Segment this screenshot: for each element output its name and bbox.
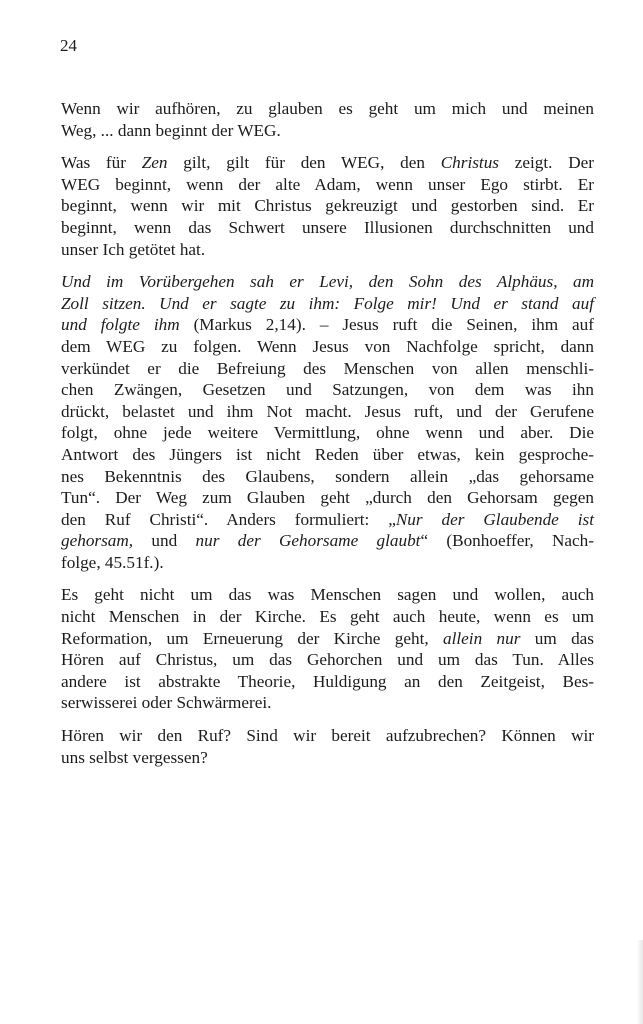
text-line bbox=[61, 336, 594, 358]
text-line bbox=[61, 217, 594, 239]
text-segment: nes Bekenntnis des Glaubens, sondern allein „das gehorsame bbox=[61, 466, 594, 486]
text-line bbox=[61, 293, 594, 315]
paragraph bbox=[61, 271, 594, 573]
paragraph bbox=[61, 98, 594, 141]
text-line bbox=[61, 530, 594, 552]
text-segment: Hören auf Christus, um das Gehorchen und um das Tun. Alles bbox=[61, 650, 594, 670]
italic-segment: Nur der Glaubende ist bbox=[395, 509, 594, 529]
text-line bbox=[61, 628, 594, 650]
text-segment: dem WEG zu folgen. Wenn Jesus von Nachfolge spricht, dann bbox=[61, 336, 594, 356]
paragraph bbox=[61, 725, 594, 768]
text-line bbox=[61, 671, 594, 693]
text-segment: Hören wir den Ruf? Sind wir bereit aufzubrechen? Können wir bbox=[61, 726, 594, 746]
text-segment: drückt, belastet und ihm Not macht. Jesus ruft, und der Gerufene bbox=[61, 401, 594, 421]
text-line bbox=[61, 271, 594, 293]
italic-segment: gehorsam, bbox=[61, 531, 134, 551]
text-line bbox=[61, 444, 594, 466]
text-line bbox=[61, 152, 594, 174]
text-line bbox=[61, 584, 594, 606]
text-line bbox=[61, 747, 594, 769]
text-segment: WEG beginnt, wenn der alte Adam, wenn unser Ego stirbt. Er bbox=[61, 174, 594, 194]
text-line bbox=[61, 379, 594, 401]
text-segment: uns selbst vergessen? bbox=[61, 747, 208, 767]
page-number: 24 bbox=[60, 36, 77, 55]
text-line bbox=[61, 692, 594, 714]
paragraph bbox=[61, 584, 594, 714]
text-segment: Tun“. Der Weg zum Glauben geht „durch den Gehorsam gegen bbox=[61, 488, 594, 508]
text-line bbox=[61, 195, 594, 217]
text-segment: zeigt. Der bbox=[499, 153, 594, 173]
text-segment: “ (Bonhoeffer, Nach- bbox=[420, 531, 594, 551]
text-segment: Was für bbox=[61, 153, 142, 173]
text-line bbox=[61, 725, 594, 747]
text-line bbox=[61, 552, 594, 574]
text-segment: folgt, ohne jede weitere Vermittlung, ohne wenn und aber. Die bbox=[61, 423, 594, 443]
text-segment: und bbox=[133, 531, 196, 551]
page-edge-shadow bbox=[637, 940, 643, 1024]
text-segment: chen Zwängen, Gesetzen und Satzungen, von dem was ihn bbox=[61, 380, 594, 400]
text-line bbox=[61, 98, 594, 120]
text-line bbox=[61, 487, 594, 509]
text-line bbox=[61, 174, 594, 196]
text-segment: serwisserei oder Schwärmerei. bbox=[61, 693, 272, 713]
text-line bbox=[61, 239, 594, 261]
text-line bbox=[61, 649, 594, 671]
text-line bbox=[61, 422, 594, 444]
italic-segment: Zen bbox=[141, 153, 168, 173]
text-segment: beginnt, wenn wir mit Christus gekreuzigt und gestorben sind. Er bbox=[61, 196, 594, 216]
body-text bbox=[61, 98, 594, 779]
text-line bbox=[61, 466, 594, 488]
text-segment: den Ruf Christi“. Anders formuliert: „ bbox=[61, 509, 396, 529]
text-segment: verkündet er die Befreiung des Menschen von allen menschli- bbox=[61, 358, 594, 378]
text-segment: Wenn wir aufhören, zu glauben es geht um mich und meinen bbox=[61, 99, 594, 118]
text-segment: nicht Menschen in der Kirche. Es geht auch heute, wenn es um bbox=[61, 607, 594, 627]
text-segment: gilt, gilt für den WEG, den bbox=[167, 153, 441, 173]
text-line bbox=[61, 606, 594, 628]
text-segment: Reformation, um Erneuerung der Kirche geht, bbox=[61, 628, 444, 648]
text-line bbox=[61, 358, 594, 380]
italic-segment: und folgte ihm bbox=[61, 315, 180, 335]
text-segment: (Markus 2,14). – Jesus ruft die Seinen, ihm auf bbox=[179, 315, 594, 335]
text-line bbox=[61, 120, 594, 142]
text-segment: Antwort des Jüngers ist nicht Reden über etwas, kein gesproche- bbox=[61, 444, 594, 464]
italic-segment: allein nur bbox=[443, 628, 521, 648]
text-line bbox=[61, 509, 594, 531]
text-segment: Es geht nicht um das was Menschen sagen und wollen, auch bbox=[61, 585, 594, 605]
text-segment: andere ist abstrakte Theorie, Huldigung an den Zeitgeist, Bes- bbox=[61, 671, 594, 691]
text-segment: unser Ich getötet hat. bbox=[61, 239, 206, 259]
italic-segment: Und im Vorübergehen sah er Levi, den Sohn des Alphäus, am bbox=[61, 272, 594, 292]
text-segment: beginnt, wenn das Schwert unsere Illusionen durchschnitten und bbox=[61, 217, 594, 237]
text-segment: um das bbox=[520, 628, 594, 648]
text-line bbox=[61, 401, 594, 423]
italic-segment: Zoll sitzen. Und er sagte zu ihm: Folge mir! Und er stand auf bbox=[61, 293, 594, 313]
text-line bbox=[61, 314, 594, 336]
italic-segment: Christus bbox=[440, 153, 499, 173]
italic-segment: nur der Gehorsame glaubt bbox=[195, 531, 421, 551]
text-segment: Weg, ... dann beginnt der WEG. bbox=[61, 120, 281, 140]
paragraph bbox=[61, 152, 594, 260]
text-segment: folge, 45.51f.). bbox=[61, 552, 164, 572]
